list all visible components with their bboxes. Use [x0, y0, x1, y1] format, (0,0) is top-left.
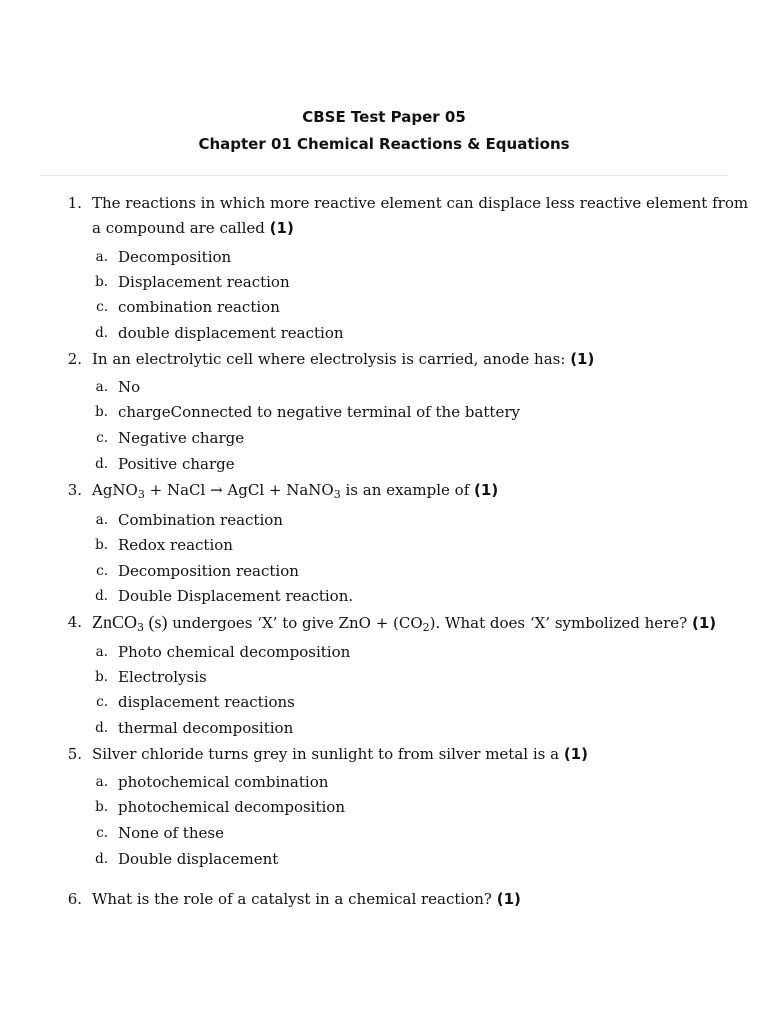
- question-number-label: 2.: [67, 350, 82, 368]
- marks: (1): [269, 219, 294, 237]
- question-text: The reactions in which more reactive element can displace less reactive element from: [92, 194, 749, 212]
- option-text: photochemical decomposition: [118, 798, 345, 816]
- option-text: Redox reaction: [118, 536, 233, 554]
- option-text: Combination reaction: [118, 511, 283, 529]
- option-text: None of these: [118, 824, 224, 842]
- option-letter-label: a.: [95, 512, 108, 528]
- formula-subscript: 3: [137, 621, 144, 634]
- formula-subscript: 3: [333, 488, 341, 501]
- question-text: [92, 890, 521, 908]
- question-text-part: undergoes ‘X’ to give ZnO + (CO: [167, 614, 423, 632]
- formula-state: (s): [144, 612, 168, 632]
- option-letter-label: b.: [95, 537, 108, 553]
- question-text: [92, 613, 716, 632]
- formula-part: ZnCO: [92, 612, 137, 632]
- question-text: [92, 481, 498, 499]
- option-letter-label: a.: [95, 379, 108, 395]
- formula-part: + NaCl → AgCl + NaNO: [144, 481, 334, 499]
- option-text: Decomposition: [118, 248, 232, 266]
- option-letter-label: b.: [95, 669, 108, 685]
- question-number-label: 5.: [67, 745, 82, 763]
- option-letter-label: a.: [95, 644, 108, 660]
- option-letter-label: b.: [95, 274, 108, 290]
- option-text: Double displacement: [118, 850, 279, 868]
- formula-subscript: 2: [422, 621, 430, 634]
- option-letter-label: c.: [96, 299, 108, 315]
- option-letter-label: a.: [95, 774, 108, 790]
- option-letter-label: b.: [95, 799, 108, 815]
- question-number-label: 1.: [67, 194, 82, 212]
- option-text: photochemical combination: [118, 773, 329, 791]
- question-text-part: a compound are called: [92, 219, 265, 237]
- marks: (1): [474, 481, 499, 499]
- page-title: CBSE Test Paper 05: [302, 108, 466, 126]
- option-letter-label: a.: [95, 249, 108, 265]
- option-letter-label: c.: [96, 430, 108, 446]
- option-text: thermal decomposition: [118, 719, 294, 737]
- question-text-cont: [92, 219, 294, 237]
- option-text: Photo chemical decomposition: [118, 643, 351, 661]
- option-text: Positive charge: [118, 455, 235, 473]
- formula-subscript: 3: [137, 488, 145, 501]
- question-number-label: 4.: [67, 613, 82, 631]
- option-letter-label: d.: [95, 851, 108, 867]
- option-text: double displacement reaction: [118, 324, 344, 342]
- option-text: No: [118, 378, 141, 396]
- option-text: displacement reactions: [118, 693, 295, 711]
- question-text-part: is an example of: [340, 481, 470, 499]
- question-text: [92, 350, 594, 368]
- option-text: chargeConnected to negative terminal of the battery: [118, 403, 520, 421]
- divider: [40, 175, 728, 176]
- formula-part: AgNO: [92, 481, 138, 499]
- question-number-label: 3.: [67, 481, 82, 499]
- option-text: Electrolysis: [118, 668, 207, 686]
- question-text: [92, 745, 588, 763]
- marks: (1): [570, 350, 595, 368]
- option-letter-label: c.: [96, 563, 108, 579]
- marks: (1): [496, 890, 521, 908]
- option-letter-label: d.: [95, 588, 108, 604]
- option-letter-label: d.: [95, 456, 108, 472]
- option-text: Displacement reaction: [118, 273, 290, 291]
- option-text: Decomposition reaction: [118, 562, 299, 580]
- option-text: combination reaction: [118, 298, 280, 316]
- option-letter-label: c.: [96, 825, 108, 841]
- question-text-part: In an electrolytic cell where electrolysis is carried, anode has:: [92, 350, 566, 368]
- option-text: Negative charge: [118, 429, 245, 447]
- question-number-label: 6.: [67, 890, 82, 908]
- question-text-part: What is the role of a catalyst in a chemical reaction?: [92, 890, 492, 908]
- marks: (1): [692, 614, 717, 632]
- chapter-title: Chapter 01 Chemical Reactions & Equations: [198, 135, 570, 153]
- option-text: Double Displacement reaction.: [118, 587, 354, 605]
- marks: (1): [563, 745, 588, 763]
- option-letter-label: c.: [96, 694, 108, 710]
- question-text-part: Silver chloride turns grey in sunlight to from silver metal is a: [92, 745, 560, 763]
- question-text-part: ). What does ‘X’ symbolized here?: [429, 614, 688, 632]
- option-letter-label: d.: [95, 325, 108, 341]
- option-letter-label: d.: [95, 720, 108, 736]
- option-letter-label: b.: [95, 404, 108, 420]
